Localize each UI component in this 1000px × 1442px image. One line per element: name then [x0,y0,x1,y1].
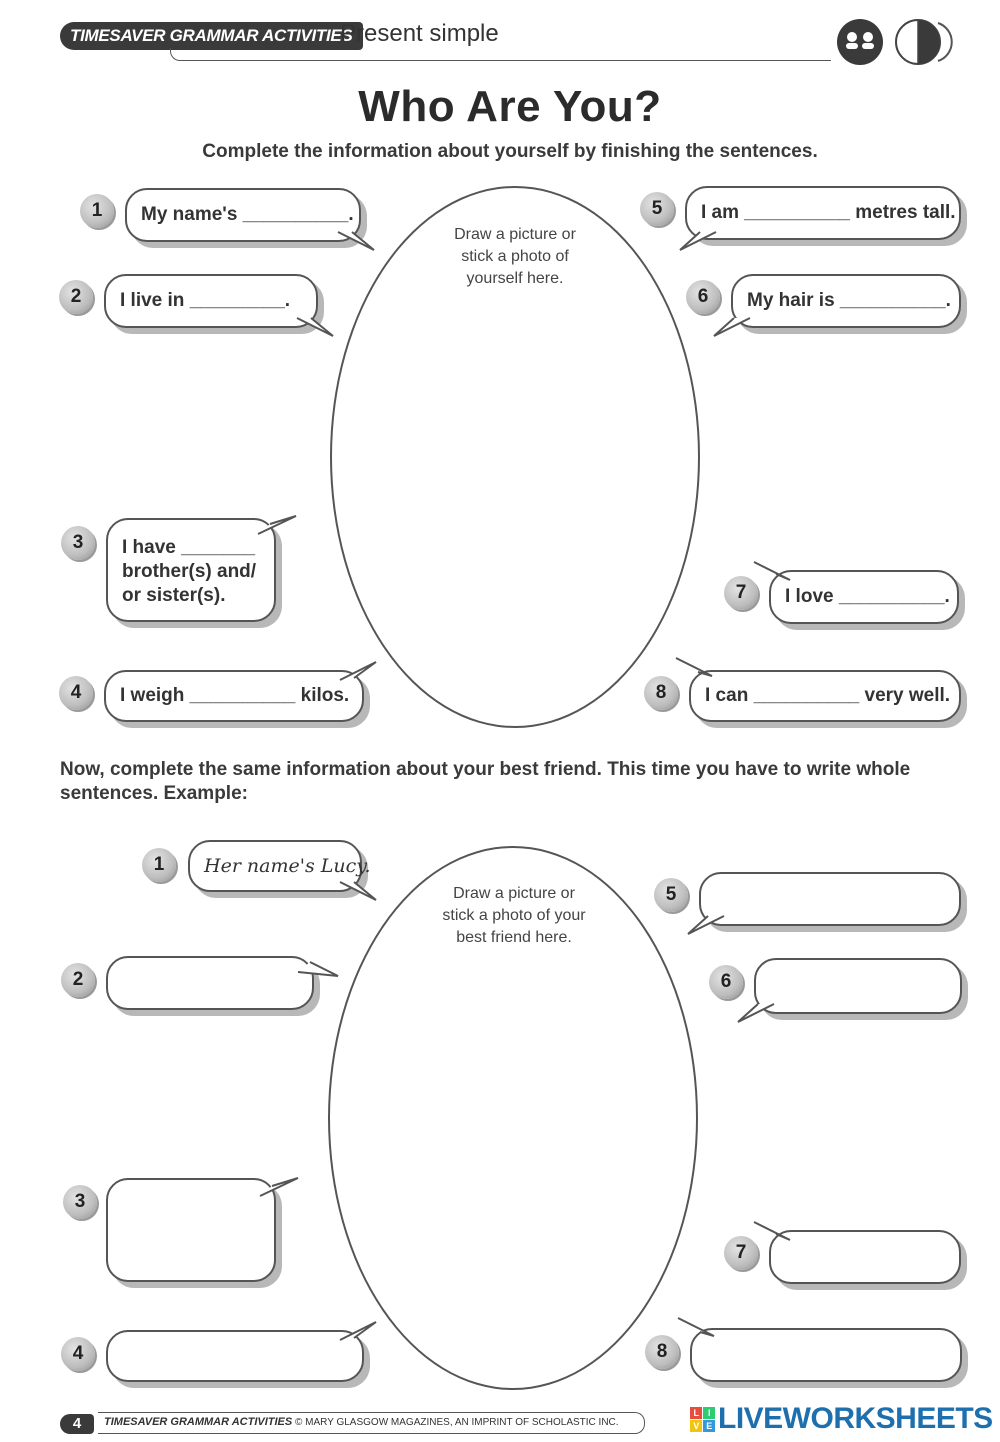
header-topic: Present simple [340,20,499,47]
bubble-tail-p2-2 [294,958,342,980]
bubble-tail-p2-7 [750,1220,794,1244]
sentence-bubble-5[interactable] [685,186,961,240]
oval-self-caption: Draw a picture or stick a photo of yourself here. [454,226,576,287]
sentence-bubble-7[interactable] [769,570,959,624]
answer-bubble-5[interactable] [699,872,961,926]
bubble-tail-p2-8 [674,1316,718,1340]
answer-bubble-2[interactable] [106,956,314,1010]
number-badge-5: 5 [640,192,674,226]
instruction-part-2: Now, complete the same information about your best friend. This time you have to write whole sentences. Example: [60,759,911,804]
sentence-bubble-8[interactable] [689,670,961,722]
bubble-tail-p2-6 [734,1002,778,1024]
number-badge-p2-3: 3 [63,1185,97,1219]
instruction-part-1: Complete the information about yourself by finishing the sentences. [202,141,818,162]
sentence-text-7: I love __________. [785,586,950,607]
sentence-bubble-1[interactable] [125,188,361,242]
bubble-tail-5 [676,230,720,252]
number-badge-7: 7 [724,576,758,610]
sentence-bubble-4[interactable] [104,670,364,722]
sentence-text-5: I am __________ metres tall. [701,202,956,223]
sentence-text-6: My hair is __________. [747,290,951,311]
number-badge-p2-5: 5 [654,878,688,912]
bubble-tail-7 [750,560,794,584]
number-badge-p2-4: 4 [61,1337,95,1371]
bubble-tail-1 [334,230,378,252]
bubble-tail-p2-1 [336,880,380,902]
bubble-tail-8 [672,656,716,680]
example-text: Her name's Lucy. [204,855,371,877]
sentence-text-1: My name's __________. [141,204,354,225]
footer-copyright: © MARY GLASGOW MAGAZINES, AN IMPRINT OF SCHOLASTIC INC. [295,1417,619,1428]
number-badge-3: 3 [61,526,95,560]
number-badge-4: 4 [59,676,93,710]
bubble-tail-p2-3 [256,1176,302,1198]
pair-work-icon [837,19,883,65]
sentence-bubble-2[interactable] [104,274,318,328]
page-number: 4 [60,1414,94,1434]
answer-bubble-3[interactable] [106,1178,276,1282]
answer-bubble-8[interactable] [690,1328,962,1382]
level-icons [834,17,970,72]
brand-name: LIVEWORKSHEETS [718,1402,993,1435]
number-badge-p2-1: 1 [142,848,176,882]
bubble-tail-2 [293,316,337,338]
number-badge-p2-6: 6 [709,965,743,999]
sentence-text-8: I can __________ very well. [705,685,951,706]
bubble-tail-3 [254,514,300,536]
answer-bubble-7[interactable] [769,1230,961,1284]
footer-credit [104,1416,619,1428]
header-rule [170,48,831,61]
bubble-tail-p2-4 [336,1320,380,1344]
oval-friend-caption: Draw a picture or stick a photo of your best friend here. [442,885,586,946]
series-badge: TIMESAVER GRAMMAR ACTIVITIES [60,22,363,50]
number-badge-p2-8: 8 [645,1335,679,1369]
sentence-bubble-6[interactable] [731,274,961,328]
number-badge-8: 8 [644,676,678,710]
number-badge-6: 6 [686,280,720,314]
number-badge-p2-2: 2 [61,963,95,997]
page-title: Who Are You? [358,82,662,131]
sentence-text-3: I have _______ brother(s) and/ or sister(s). [122,537,257,606]
number-badge-1: 1 [80,194,114,228]
bubble-tail-4 [336,660,380,684]
sentence-bubble-3[interactable] [106,518,276,622]
number-badge-p2-7: 7 [724,1236,758,1270]
answer-bubble-4[interactable] [106,1330,364,1382]
sentence-text-4: I weigh __________ kilos. [120,685,350,706]
bubble-tail-6 [710,316,754,338]
brand-logo-icon: L I V E [690,1407,715,1432]
bubble-tail-p2-5 [684,914,728,936]
liveworksheets-logo[interactable] [690,1402,993,1436]
sentence-text-2: I live in _________. [120,290,291,311]
footer-series: TIMESAVER GRAMMAR ACTIVITIES [104,1416,293,1428]
number-badge-2: 2 [59,280,93,314]
answer-bubble-6[interactable] [754,958,962,1014]
timer-icon [896,20,940,64]
